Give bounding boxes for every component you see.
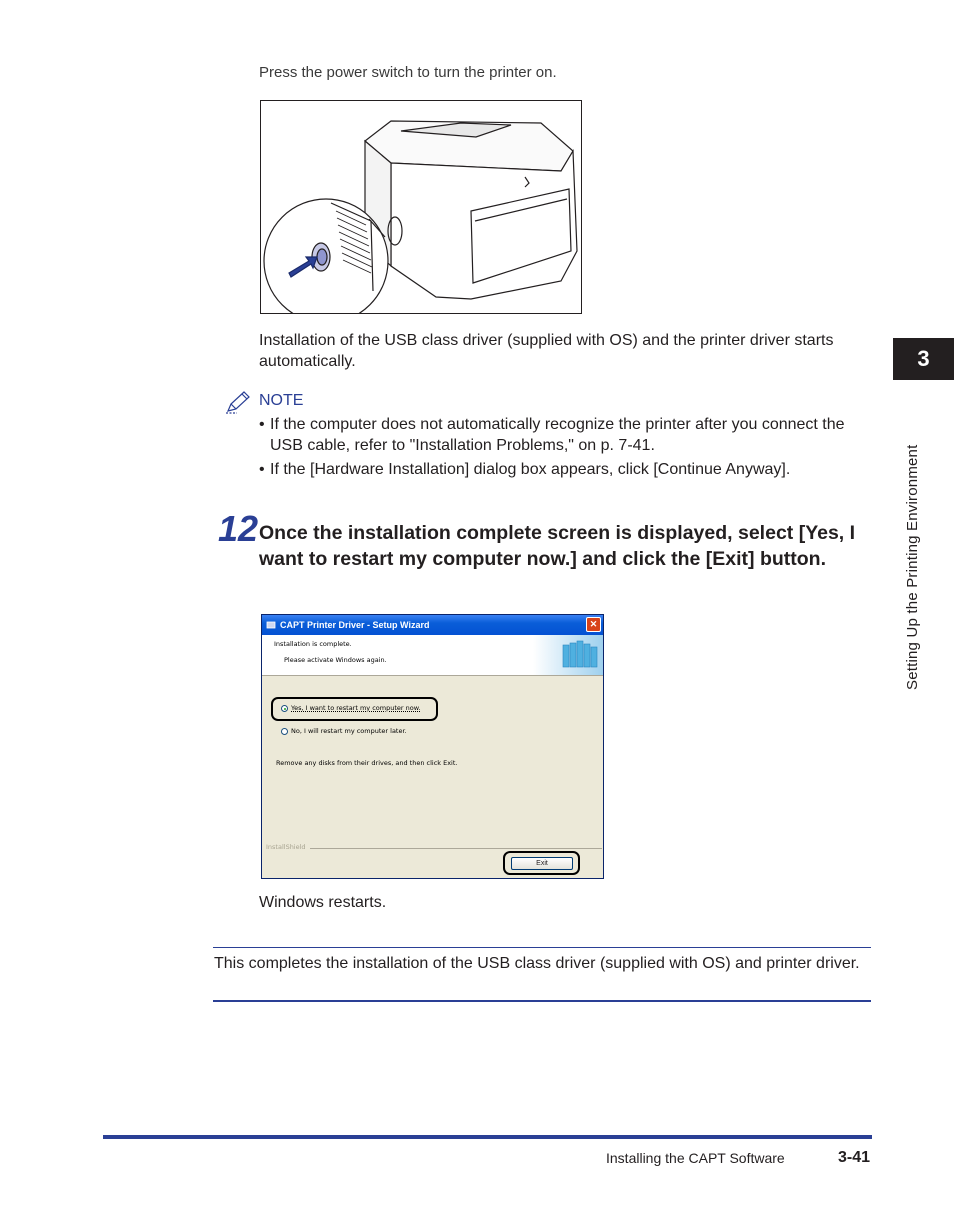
step-number: 12 [218, 508, 259, 549]
printer-drawing [261, 101, 581, 313]
footer-section-title: Installing the CAPT Software [606, 1150, 785, 1166]
chapter-tab: 3 [893, 338, 954, 380]
wizard-title: CAPT Printer Driver - Setup Wizard [280, 620, 430, 630]
radio-yes-label[interactable]: Yes, I want to restart my computer now. [291, 704, 421, 712]
exit-button[interactable]: Exit [511, 857, 573, 870]
wizard-header [262, 635, 603, 676]
radio-yes-restart[interactable] [281, 705, 288, 712]
radio-no-restart[interactable] [281, 728, 288, 735]
completion-rule-bottom [213, 1000, 871, 1002]
install-description: Installation of the USB class driver (supplied with OS) and the printer driver starts automatically. [259, 332, 834, 370]
completion-rule-top [213, 947, 871, 948]
header-line-2: Please activate Windows again. [284, 656, 387, 664]
note-label: NOTE [259, 392, 304, 409]
installer-icon [266, 620, 276, 630]
bullet-dot: • [259, 461, 265, 478]
pencil-icon [225, 390, 251, 414]
setup-wizard-screenshot [261, 614, 604, 879]
printer-illustration [260, 100, 582, 314]
header-line-1: Installation is complete. [274, 640, 352, 648]
bullet-dot: • [259, 416, 265, 433]
wizard-title-bar [262, 615, 603, 635]
note-bullet-text: If the [Hardware Installation] dialog box appears, click [Continue Anyway]. [270, 461, 791, 478]
note-bullet [259, 459, 869, 480]
note-bullet-text: If the computer does not automatically recognize the printer after you connect the USB cable, refer to "Installation Problems," on p. 7-41. [270, 416, 845, 454]
note-bullet [259, 414, 869, 456]
radio-no-label[interactable]: No, I will restart my computer later. [291, 727, 407, 735]
installshield-divider [310, 848, 602, 849]
remove-disks-text: Remove any disks from their drives, and then click Exit. [276, 759, 458, 767]
installshield-label: InstallShield [266, 843, 306, 851]
restart-text: Windows restarts. [259, 894, 387, 911]
completion-text: This completes the installation of the USB class driver (supplied with OS) and printer driver. [214, 955, 860, 972]
page-number: 3-41 [838, 1149, 871, 1166]
footer-rule [103, 1135, 872, 1139]
chapter-side-label: Setting Up the Printing Environment [904, 444, 921, 690]
step-instruction: Once the installation complete screen is displayed, select [Yes, I want to restart my computer now.] and click the [Exit] button. [259, 522, 856, 570]
intro-text: Press the power switch to turn the printer on. [259, 64, 557, 81]
close-icon[interactable]: ✕ [586, 617, 601, 632]
computer-graphic-icon [533, 635, 603, 675]
